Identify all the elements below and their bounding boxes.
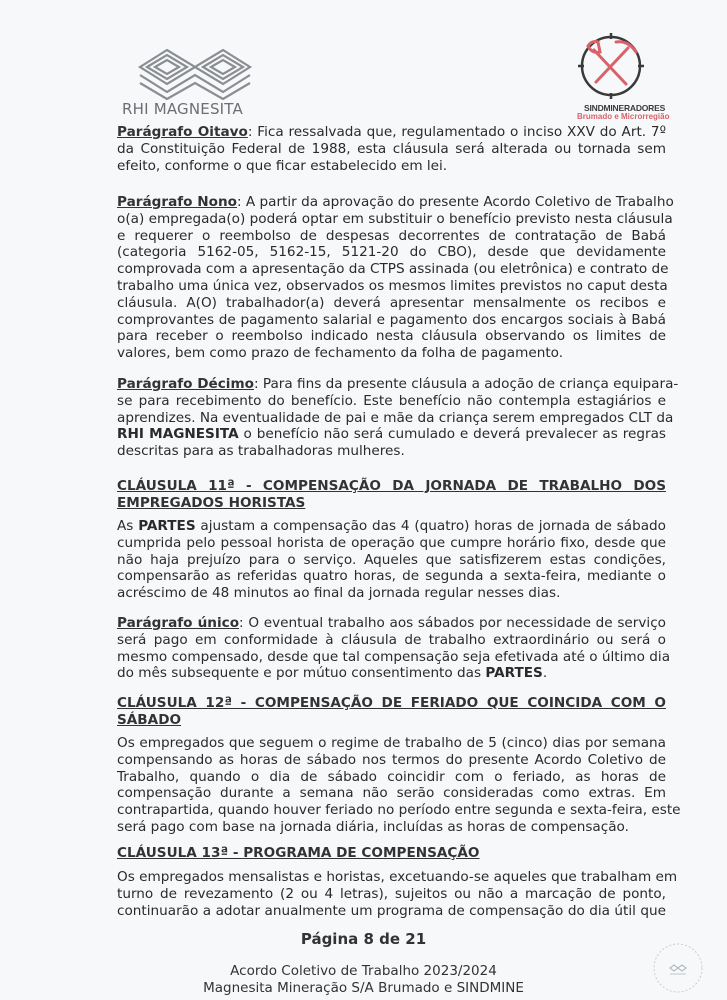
text-line: para receber o reembolso indicado nesta cláusula observando os limites de [117, 328, 666, 345]
rhi-logo-text: RHI MAGNESITA [122, 100, 243, 118]
text-line: não haja prejuízo para o serviço. Aqueles que satisfizerem estas condições, [117, 551, 666, 568]
clausula-13-body [117, 869, 678, 919]
rhi-logo-icon [135, 45, 255, 100]
sindmineradores-logo [576, 30, 646, 106]
text-line: compensarão as referidas quatro horas, de segunda a sexta-feira, mediante o [117, 568, 666, 585]
clausula-11-body [117, 518, 666, 602]
company-name: RHI MAGNESITA [117, 426, 239, 443]
stamp-seal [650, 940, 706, 1000]
paragrafo-decimo [117, 376, 679, 460]
rhi-magnesita-logo [135, 45, 255, 104]
text-line: será pago em conformidade à cláusula de trabalho extraordinário ou será o [117, 631, 666, 648]
clausula-12-body [117, 735, 681, 836]
text-line: o(a) empregada(o) poderá optar em substituir o benefício previsto nesta cláusula [117, 210, 673, 227]
text-line: turno de revezamento (2 ou 4 letras), sujeitos ou não a marcação de ponto, [117, 885, 666, 902]
text-line: compensando as horas de sábado nos termos do presente Acordo Coletivo de [117, 751, 666, 768]
paragrafo-nono [117, 194, 674, 362]
text-line: valores, bem como prazo de fechamento da folha de pagamento. [117, 345, 564, 362]
text-line: se para recebimento do benefício. Este benefício não contempla estagiários e [117, 392, 666, 409]
paragrafo-oitavo [117, 124, 666, 174]
clausula-11-heading-cont: EMPREGADOS HORISTAS [117, 494, 306, 511]
partes-bold: PARTES [138, 518, 196, 534]
clausula-13 [117, 845, 666, 862]
text-line: acréscimo de 48 minutos ao final da jornada regular nesses dias. [117, 585, 561, 602]
text-line: efeito, conforme o que ficar estabelecido em lei. [117, 157, 448, 174]
footer-line-1: Acordo Coletivo de Trabalho 2023/2024 [230, 963, 497, 979]
text-line: será pago com base na jornada diária, incluídas as horas de compensação. [117, 818, 629, 835]
paragrafo-nono-title: Parágrafo Nono [117, 194, 237, 210]
text-line: do mês subsequente e por mútuo consentimento das [117, 665, 486, 682]
clausula-11-heading: CLÁUSULA 11ª - COMPENSAÇÃO DA JORNADA DE TRABALHO DOS [117, 478, 666, 494]
text-line: contrapartida, quando houver feriado no período entre segunda e sexta-feira, este [117, 802, 681, 819]
text-line: Os empregados que seguem o regime de trabalho de 5 (cinco) dias por semana [117, 735, 666, 751]
stamp-seal-icon [650, 940, 706, 996]
text-line: : A partir da aprovação do presente Acordo Coletivo de Trabalho [236, 194, 674, 210]
partes-bold: PARTES [485, 665, 543, 682]
text-fragment: As [117, 518, 139, 534]
sindmineradores-name: SINDMINERADORES [584, 103, 666, 113]
page-number: Página 8 de 21 [300, 930, 427, 948]
paragrafo-unico-title: Parágrafo único [117, 615, 240, 631]
text-line: descritas para as trabalhadoras mulheres. [117, 443, 405, 460]
text-line: e requerer o reembolso de despesas decorrentes de contratação de Babá [117, 227, 666, 244]
paragrafo-oitavo-title: Parágrafo Oitavo [117, 124, 248, 140]
text-line: da Constituição Federal de 1988, esta cláusula será alterada ou tornada sem [117, 140, 666, 157]
clausula-11 [117, 478, 666, 512]
footer-line-2: Magnesita Mineração S/A Brumado e SINDMINE [203, 980, 524, 996]
text-line: (categoria 5162-05, 5162-15, 5121-20 do CBO), desde que devidamente [117, 244, 666, 261]
clausula-12 [117, 695, 666, 729]
text-line: : O eventual trabalho aos sábados por necessidade de serviço [239, 615, 667, 631]
text-line: trabalho uma única vez, observados os mesmos limites previstos no caput desta [117, 277, 668, 294]
text-line: : Para fins da presente cláusula a adoção de criança equipara- [253, 376, 679, 392]
text-line: Os empregados mensalistas e horistas, excetuando-se aqueles que trabalham em [117, 869, 678, 885]
paragrafo-decimo-title: Parágrafo Décimo [117, 376, 254, 392]
text-line: compensação durante a semana não serão consideradas como extras. Em [117, 785, 666, 802]
clausula-12-heading-cont: SÁBADO [117, 711, 182, 728]
text-line: : Fica ressalvada que, regulamentado o inciso XXV do Art. 7º [247, 124, 666, 140]
clausula-12-heading: CLÁUSULA 12ª - COMPENSAÇÃO DE FERIADO QUE COINCIDA COM O [117, 695, 666, 711]
text-line: mesmo compensado, desde que tal compensação seja efetivada até o último dia [117, 648, 671, 665]
sindmineradores-subtitle: Brumado e Microrregião [577, 112, 670, 121]
text-line: o benefício não será cumulado e deverá prevalecer as regras [243, 426, 666, 443]
text-line: aprendizes. Na eventualidade de pai e mãe da criança serem empregados CLT da [117, 409, 674, 426]
text-line: ajustam a compensação das 4 (quatro) horas de jornada de sábado [195, 518, 667, 534]
text-line: cláusula. A(O) trabalhador(a) deverá apresentar mensalmente os recibos e [117, 294, 666, 311]
text-line: comprovantes de pagamento salarial e pagamento dos encargos sociais à Babá [117, 311, 666, 328]
text-line: comprovada com a apresentação da CTPS assinada (ou eletrônica) e contrato de [117, 261, 669, 278]
text-line: Trabalho, quando o dia de sábado coincidir com o feriado, as horas de [117, 768, 666, 785]
pickaxe-shovel-icon [576, 30, 646, 102]
text-line: cumprida pelo pessoal horista de operação que cumpre horário fixo, desde que [117, 534, 666, 551]
text-line: continuarão a adotar anualmente um programa de compensação do dia útil que [117, 902, 666, 919]
clausula-13-heading: CLÁUSULA 13ª - PROGRAMA DE COMPENSAÇÃO [117, 845, 480, 861]
paragrafo-unico [117, 615, 671, 682]
text-fragment: . [542, 665, 548, 682]
